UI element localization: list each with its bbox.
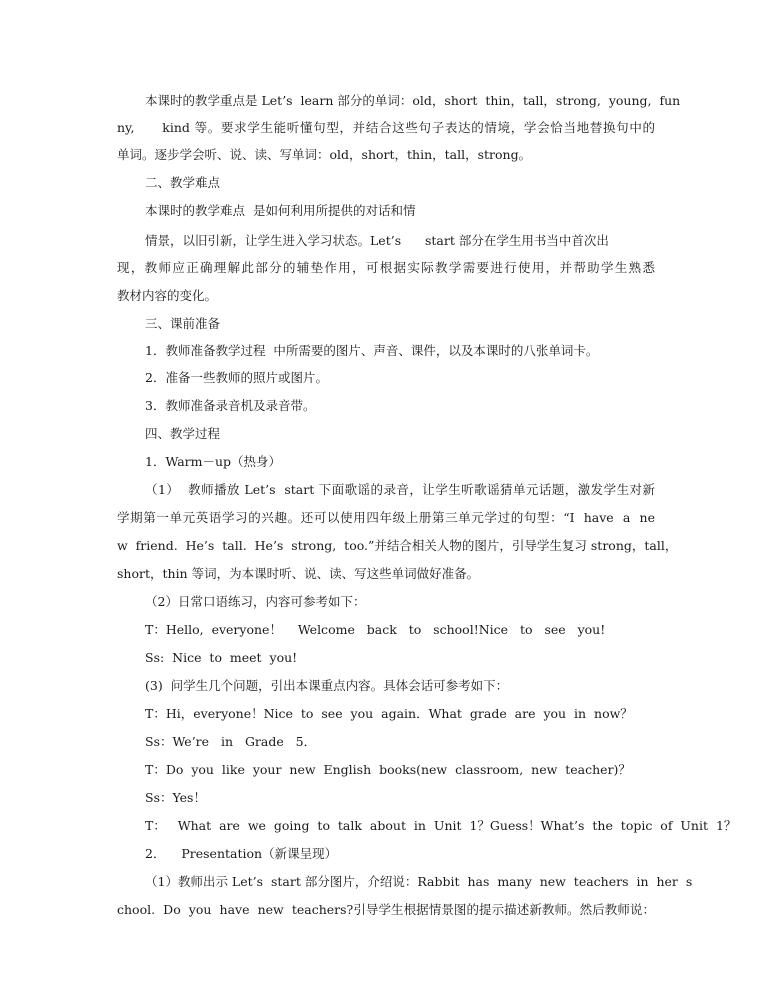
dialogue-line: T：Do you like your new English books(new classroom, new teacher)？ bbox=[145, 762, 631, 777]
paragraph-line: 单词。逐步学会听、说、读、写单词：old，short，thin，tall，strong。 bbox=[117, 147, 532, 162]
paragraph-line: w friend. He’s tall. He’s strong, too.”并结合相关人物的图片，引导学生复习 strong，tall， bbox=[117, 538, 678, 553]
section-heading: 四、教学过程 bbox=[145, 426, 221, 441]
paragraph-line: chool. Do you have new teachers?引导学生根据情景图的提示描述新教师。然后教师说： bbox=[117, 902, 655, 917]
paragraph-line: 情景，以旧引新，让学生进入学习状态。Let’s start 部分在学生用书当中首次出 bbox=[145, 233, 609, 248]
paragraph-line: 教材内容的变化。 bbox=[117, 288, 218, 303]
dialogue-line: Ss：We’re in Grade 5． bbox=[145, 734, 317, 749]
subsection-heading: 1．Warm－up（热身） bbox=[145, 454, 282, 469]
dialogue-line: T：Hello, everyone！ Welcome back to school!Nice to see you! bbox=[145, 622, 606, 637]
paragraph-line: （1）教师出示 Let’s start 部分图片，介绍说：Rabbit has many new teachers in her s bbox=[145, 874, 693, 889]
dialogue-line: Ss: Nice to meet you! bbox=[145, 650, 298, 665]
dialogue-line: T： What are we going to talk about in Unit 1？Guess！What’s the topic of Unit 1？ bbox=[145, 818, 737, 833]
subsection-heading: 2． Presentation（新课呈现） bbox=[145, 846, 338, 861]
paragraph-line: short，thin 等词，为本课时听、说、读、写这些单词做好准备。 bbox=[117, 566, 480, 581]
paragraph-line: ny, kind 等。要求学生能听懂句型，并结合这些句子表达的情境，学会恰当地替换句中的 bbox=[117, 120, 655, 135]
list-item: 2．准备一些教师的照片或图片。 bbox=[145, 370, 328, 385]
section-heading: 二、教学难点 bbox=[145, 175, 221, 190]
dialogue-line: Ss：Yes！ bbox=[145, 790, 206, 805]
paragraph-line: 学期第一单元英语学习的兴趣。还可以使用四年级上册第三单元学过的句型：“I have a ne bbox=[117, 510, 655, 525]
paragraph-line: 现，教师应正确理解此部分的辅垫作用，可根据实际教学需要进行使用，并帮助学生熟悉 bbox=[117, 260, 655, 275]
section-heading: 三、课前准备 bbox=[145, 316, 221, 331]
paragraph-line: 本课时的教学难点 是如何利用所提供的对话和情 bbox=[145, 203, 416, 218]
paragraph-line: （1） 教师播放 Let’s start 下面歌谣的录音，让学生听歌谣猜单元话题，激发学生对新 bbox=[145, 482, 655, 497]
list-item: 3．教师准备录音机及录音带。 bbox=[145, 398, 316, 413]
list-item: 1．教师准备教学过程 中所需要的图片、声音、课件，以及本课时的八张单词卡。 bbox=[145, 343, 599, 358]
dialogue-line: T：Hi，everyone！Nice to see you again．What grade are you in now？ bbox=[145, 706, 633, 721]
paragraph-line: （2）日常口语练习，内容可参考如下： bbox=[145, 594, 366, 609]
paragraph-line: 本课时的教学重点是 Let’s learn 部分的单词：old，short thin，tall，strong, young, fun bbox=[145, 93, 681, 108]
paragraph-line: (3) 问学生几个问题，引出本课重点内容。具体会话可参考如下： bbox=[145, 678, 509, 693]
